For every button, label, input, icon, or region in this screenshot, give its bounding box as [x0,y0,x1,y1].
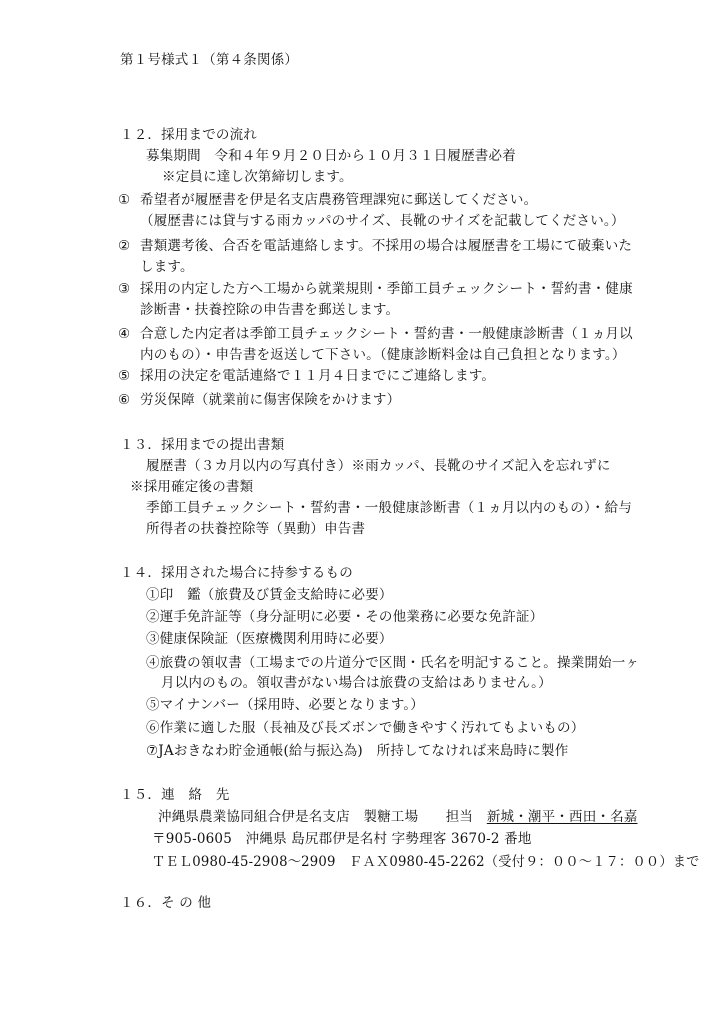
step-2-line-2: します。 [140,259,194,275]
step-5-line-1: 採用の決定を電話連絡で１１月４日までにご連絡します。 [140,368,496,384]
contact-address: 〒905-0605 沖縄県 島尻郡伊是名村 字勢理客 3670-2 番地 [152,831,532,847]
post-confirmation-line-1: 季節工員チェックシート・誓約書・一般健康診断書（１ヵ月以内のもの）・給与 [146,500,633,516]
section-15-heading: １５．連 絡 先 [120,787,230,803]
section-16-heading: １６．そ の 他 [120,895,212,911]
step-6-number: ⑥ [118,392,131,408]
recruitment-period: 募集期間 令和４年９月２０日から１０月３１日履歴書必着 [146,148,516,164]
post-confirmation-heading: ※採用確定後の書類 [130,479,254,495]
step-4-line-1: 合意した内定者は季節工員チェックシート・誓約書・一般健康診断書（１ヵ月以 [140,326,633,342]
step-3-line-1: 採用の内定した方へ工場から就業規則・季節工員チェックシート・誓約書・健康 [140,281,633,297]
contact-phone-fax: ＴＥＬ0980-45-2908〜2909 ＦＡＸ0980-45-2262（受付９：００〜１７：００）まで [152,854,700,870]
section-12-heading: １２．採用までの流れ [120,127,257,143]
step-6-line-1: 労災保障（就業前に傷害保険をかけます） [140,392,401,408]
step-2-line-1: 書類選考後、合否を電話連絡します。不採用の場合は履歴書を工場にて破棄いた [140,238,633,254]
step-2-number: ② [118,238,131,254]
step-1-line-2: （履歴書には貸与する雨カッパのサイズ、長靴のサイズを記載してください。） [140,213,625,229]
step-1-number: ① [118,192,131,208]
post-confirmation-line-2: 所得者の扶養控除等（異動）申告書 [146,521,366,537]
bring-item-2: ②運手免許証等（身分証明に必要・その他業務に必要な免許証） [146,609,544,625]
step-1-line-1: 希望者が履歴書を伊是名支店農務管理課宛に郵送してください。 [140,192,538,208]
step-3-number: ③ [118,281,131,297]
step-3-line-2: 診断書・扶養控除の申告書を郵送します。 [140,302,400,318]
bring-item-7: ⑦JAおきなわ貯金通帳(給与振込為) 所持してなければ来島時に製作 [146,743,569,759]
bring-item-5: ⑤マイナンバー（採用時、必要となります。） [146,697,424,713]
contact-organization [158,807,638,827]
bring-item-3: ③健康保険証（医療機関利用時に必要） [146,631,393,647]
bring-item-6: ⑥作業に適した服（長袖及び長ズボンで働きやすく汚れてもよいもの） [146,720,585,736]
capacity-note: ※定員に達し次第締切します。 [162,169,353,185]
bring-item-4-line-2: 月以内のもの。領収書がない場合は旅費の支給はありません。） [161,675,552,691]
step-4-line-2: 内のもの）・申告書を返送して下さい。（健康診断料金は自己負担となります。） [140,347,626,363]
step-4-number: ④ [118,326,131,342]
bring-item-4-line-1: ④旅費の領収書（工場までの片道分で区間・氏名を明記すること。操業開始一ヶ [146,655,640,671]
section-13-heading: １３．採用までの提出書類 [120,437,285,453]
contact-org-name: 沖縄県農業協同組合伊是名支店 製糖工場 担当 [158,809,474,825]
bring-item-1: ①印 鑑（旅費及び賃金支給時に必要） [146,587,393,603]
contact-staff-names: 新城・潮平・西田・名嘉 [486,809,638,825]
form-label: 第１号様式１（第４条関係） [120,52,299,68]
section-14-heading: １４．採用された場合に持参するもの [120,565,353,581]
step-5-number: ⑤ [118,368,131,384]
required-document-resume: 履歴書（３カ月以内の写真付き）※雨カッパ、長靴のサイズ記入を忘れずに [146,458,611,474]
